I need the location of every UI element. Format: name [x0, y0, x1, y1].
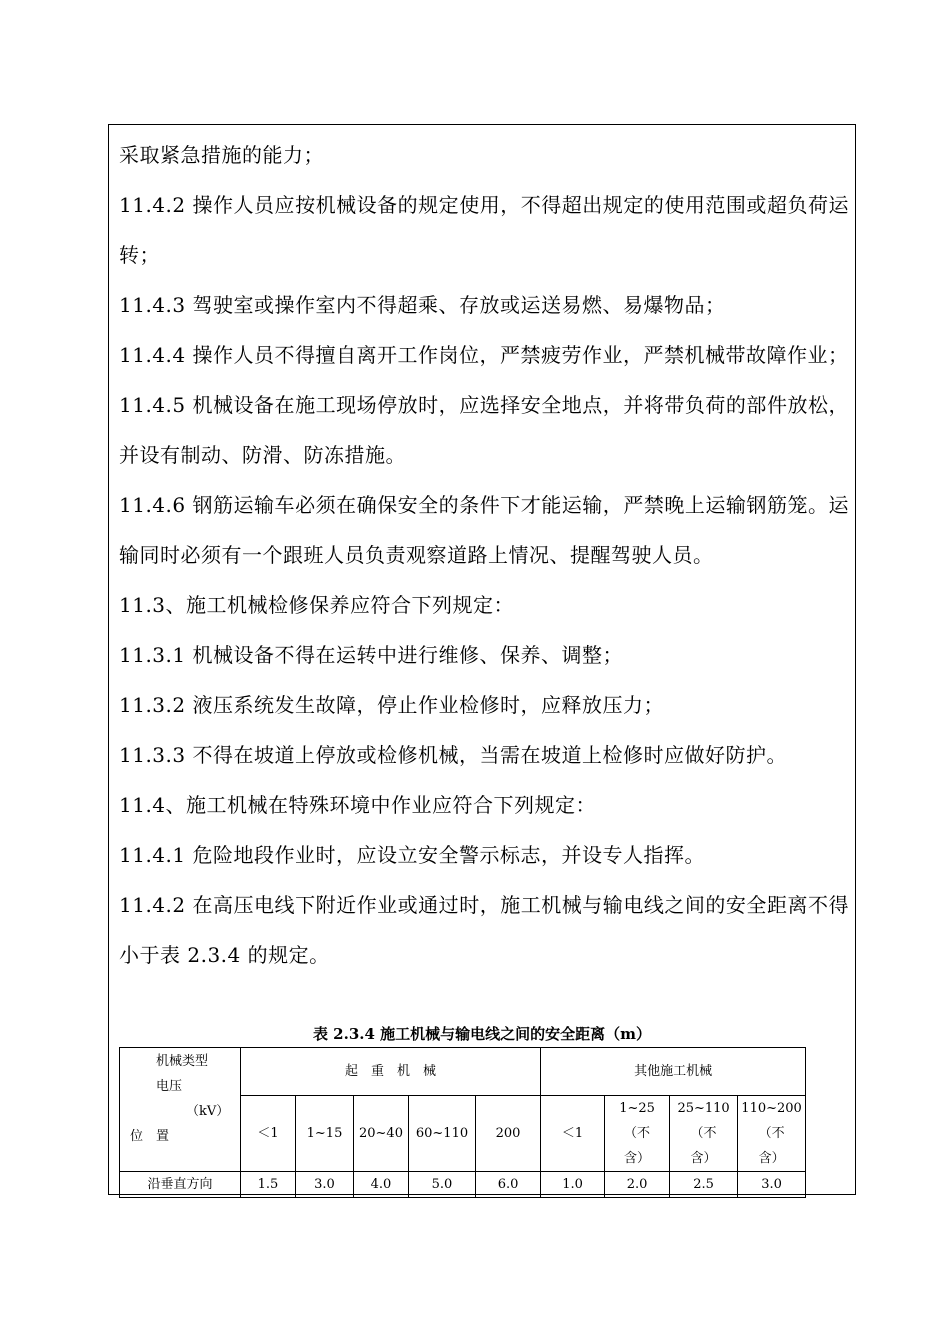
corner-unit: （kV） [186, 1104, 230, 1119]
body-text [119, 130, 849, 980]
table-cell: 4.0 [354, 1172, 409, 1198]
voltage-note: （不 [624, 1126, 651, 1141]
table-caption: 表 2.3.4 施工机械与输电线之间的安全距离（m） [312, 1025, 652, 1043]
table-cell: 5.0 [409, 1172, 476, 1198]
paragraph: 11.3.1 机械设备不得在运转中进行维修、保养、调整； [119, 643, 623, 667]
voltage-header [605, 1096, 670, 1172]
table-cell: 1.0 [541, 1172, 605, 1198]
paragraph: 11.4.6 钢筋运输车必须在确保安全的条件下才能运输，严禁晚上运输钢筋笼。运输同时必须有一个跟班人员负责观察道路上情况、提醒驾驶人员。 [119, 493, 849, 567]
paragraph: 11.3.3 不得在坡道上停放或检修机械，当需在坡道上检修时应做好防护。 [119, 743, 787, 767]
paragraph: 11.4.4 操作人员不得擅自离开工作岗位，严禁疲劳作业，严禁机械带故障作业； [119, 343, 849, 367]
document-frame [108, 124, 856, 1195]
table-cell: 3.0 [296, 1172, 354, 1198]
voltage-header: 200 [476, 1096, 541, 1172]
corner-machine-type: 机械类型 [156, 1054, 209, 1069]
table-row [120, 1172, 806, 1198]
voltage-header: 20~40 [354, 1096, 409, 1172]
paragraph: 11.4.2 在高压电线下附近作业或通过时，施工机械与输电线之间的安全距离不得小于表 2.3.4 的规定。 [119, 893, 849, 967]
corner-voltage: 电压 [156, 1079, 183, 1094]
voltage-header: 60~110 [409, 1096, 476, 1172]
table-cell: 6.0 [476, 1172, 541, 1198]
row-label: 沿垂直方向 [120, 1172, 241, 1198]
voltage-note: 含） [758, 1151, 785, 1166]
paragraph: 11.4.3 驾驶室或操作室内不得超乘、存放或运送易燃、易爆物品； [119, 293, 726, 317]
voltage-range: 110~200 [741, 1101, 802, 1116]
corner-position: 位 置 [130, 1129, 170, 1144]
table-corner-cell [120, 1048, 241, 1172]
paragraph: 11.4、施工机械在特殊环境中作业应符合下列规定： [119, 793, 597, 817]
voltage-header: ＜1 [241, 1096, 296, 1172]
header-other-group: 其他施工机械 [541, 1048, 806, 1096]
paragraph: 11.4.5 机械设备在施工现场停放时，应选择安全地点，并将带负荷的部件放松，并设有制动、防滑、防冻措施。 [119, 393, 849, 467]
table-cell: 1.5 [241, 1172, 296, 1198]
paragraph: 11.4.1 危险地段作业时，应设立安全警示标志，并设专人指挥。 [119, 843, 705, 867]
voltage-header: ＜1 [541, 1096, 605, 1172]
paragraph: 11.4.2 操作人员应按机械设备的规定使用，不得超出规定的使用范围或超负荷运转； [119, 193, 849, 267]
voltage-range: 25~110 [677, 1101, 730, 1116]
voltage-range: 1~25 [619, 1101, 655, 1116]
table-cell: 3.0 [738, 1172, 806, 1198]
table-cell: 2.0 [605, 1172, 670, 1198]
header-crane-group: 起 重 机 械 [241, 1048, 541, 1096]
voltage-note: 含） [624, 1151, 651, 1166]
voltage-note: （不 [758, 1126, 785, 1141]
paragraph: 11.3、施工机械检修保养应符合下列规定： [119, 593, 515, 617]
voltage-note: （不 [690, 1126, 717, 1141]
voltage-header [670, 1096, 738, 1172]
voltage-header [738, 1096, 806, 1172]
paragraph: 采取紧急措施的能力； [119, 143, 324, 167]
voltage-header: 1~15 [296, 1096, 354, 1172]
voltage-note: 含） [690, 1151, 717, 1166]
table-cell: 2.5 [670, 1172, 738, 1198]
safety-distance-table [119, 1047, 806, 1198]
paragraph: 11.3.2 液压系统发生故障，停止作业检修时，应释放压力； [119, 693, 664, 717]
